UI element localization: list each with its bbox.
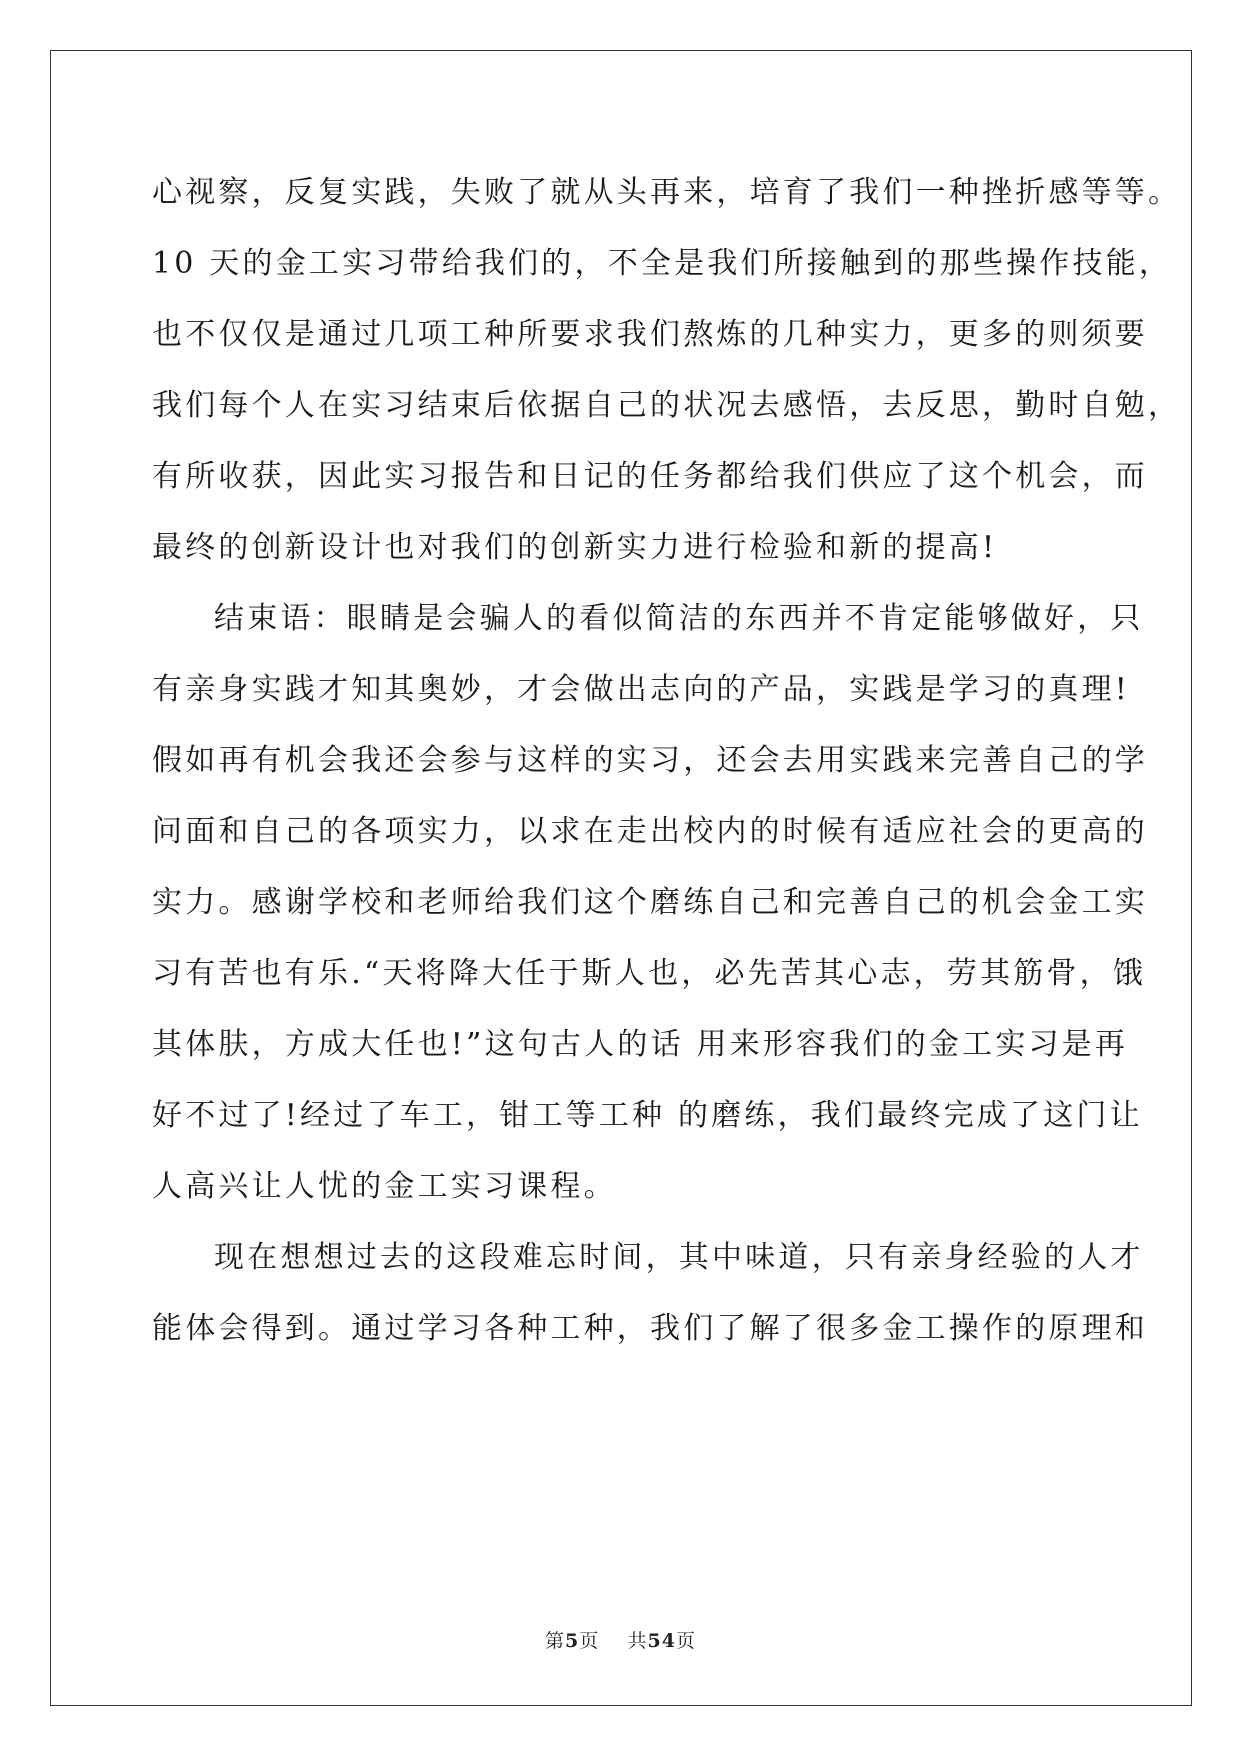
text-line: 10 天的金工实习带给我们的，不全是我们所接触到的那些操作技能， <box>152 246 1173 281</box>
page-footer <box>0 1626 1241 1653</box>
text-line: 好不过了!经过了车工，钳工等工种 的磨练，我们最终完成了这门让 <box>152 1098 1143 1133</box>
total-page-count: 54 <box>647 1630 676 1652</box>
text-line: 也不仅仅是通过几项工种所要求我们熬炼的几种实力，更多的则须要 <box>152 317 1148 352</box>
footer-total-prefix: 共 <box>627 1630 648 1652</box>
text-line: 有所收获，因此实习报告和日记的任务都给我们供应了这个机会，而 <box>152 459 1148 494</box>
text-line: 假如再有机会我还会参与这样的实习，还会去用实践来完善自己的学 <box>152 743 1148 778</box>
text-line: 习有苦也有乐.“天将降大任于斯人也，必先苦其心志，劳其筋骨，饿 <box>152 956 1147 991</box>
text-line: 其体肤，方成大任也!”这句古人的话 用来形容我们的金工实习是再 <box>152 1027 1129 1062</box>
text-line: 我们每个人在实习结束后依据自己的状况去感悟，去反思，勤时自勉， <box>152 388 1182 423</box>
footer-prefix: 第 <box>545 1630 566 1652</box>
text-line: 最终的创新设计也对我们的创新实力进行检验和新的提高! <box>152 530 998 565</box>
footer-page-suffix: 页 <box>579 1630 600 1652</box>
text-line: 结束语：眼睛是会骗人的看似简洁的东西并不肯定能够做好，只 <box>214 601 1144 636</box>
text-line: 有亲身实践才知其奥妙，才会做出志向的产品，实践是学习的真理! <box>152 672 1131 707</box>
paragraph-3 <box>152 1222 1148 1364</box>
document-body <box>152 157 1182 1364</box>
text-line: 能体会得到。通过学习各种工种，我们了解了很多金工操作的原理和 <box>152 1311 1148 1346</box>
paragraph-1 <box>152 157 1182 583</box>
text-line: 心视察，反复实践，失败了就从头再来，培育了我们一种挫折感等等。 <box>152 175 1182 210</box>
paragraph-2 <box>152 583 1148 1222</box>
text-line: 问面和自己的各项实力，以求在走出校内的时候有适应社会的更高的 <box>152 814 1148 849</box>
text-line: 人高兴让人忧的金工实习课程。 <box>152 1169 617 1204</box>
current-page-number: 5 <box>565 1630 580 1652</box>
text-line: 实力。感谢学校和老师给我们这个磨练自己和完善自己的机会金工实 <box>152 885 1148 920</box>
text-line: 现在想想过去的这段难忘时间，其中味道，只有亲身经验的人才 <box>214 1240 1144 1275</box>
footer-total-suffix: 页 <box>675 1630 696 1652</box>
